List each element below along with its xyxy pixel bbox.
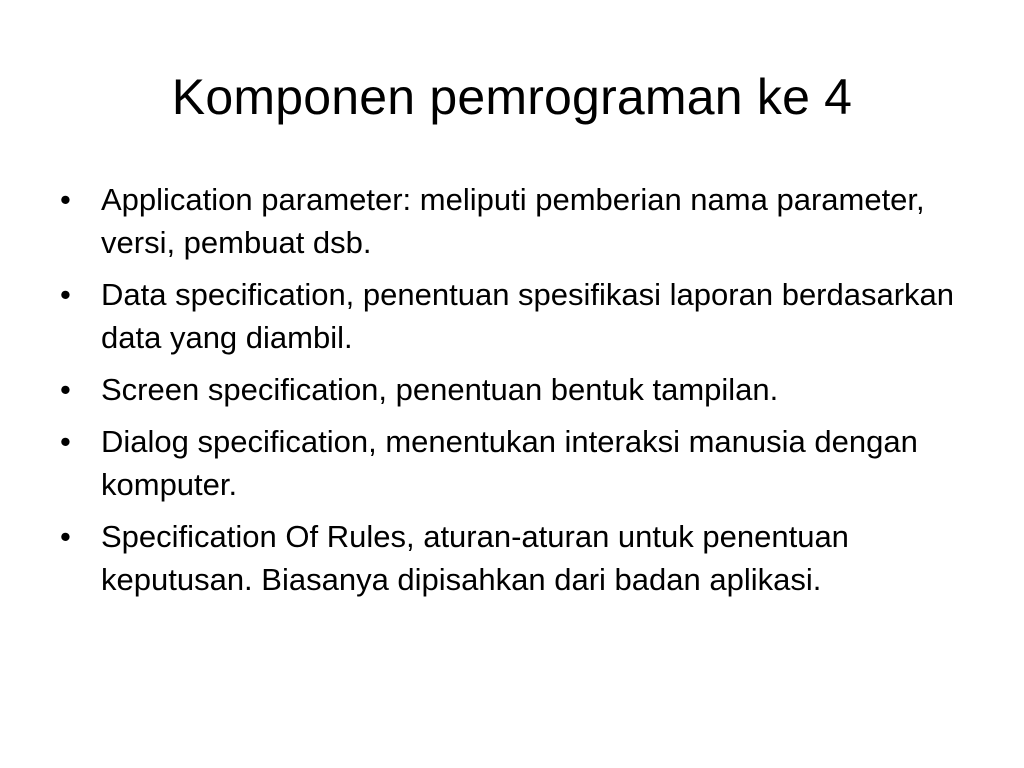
bullet-item — [60, 368, 980, 411]
bullet-text: Dialog specification, menentukan interaksi manusia dengan komputer. — [101, 424, 918, 502]
bullet-text: Data specification, penentuan spesifikasi laporan berdasarkan data yang diambil. — [101, 277, 955, 355]
bullet-text: Screen specification, penentuan bentuk tampilan. — [101, 372, 779, 407]
slide-title: Komponen pemrograman ke 4 — [171, 69, 853, 125]
bullet-icon: • — [60, 182, 71, 217]
bullet-list — [60, 178, 980, 610]
bullet-icon: • — [60, 277, 71, 312]
bullet-item — [60, 515, 980, 601]
bullet-item — [60, 420, 980, 506]
bullet-icon: • — [60, 519, 71, 554]
bullet-text: Application parameter: meliputi pemberian nama parameter, versi, pembuat dsb. — [101, 182, 925, 260]
bullet-icon: • — [60, 424, 71, 459]
bullet-text: Specification Of Rules, aturan-aturan untuk penentuan keputusan. Biasanya dipisahkan dari badan aplikasi. — [101, 519, 849, 597]
bullet-item — [60, 273, 980, 359]
bullet-icon: • — [60, 372, 71, 407]
bullet-item — [60, 178, 980, 264]
